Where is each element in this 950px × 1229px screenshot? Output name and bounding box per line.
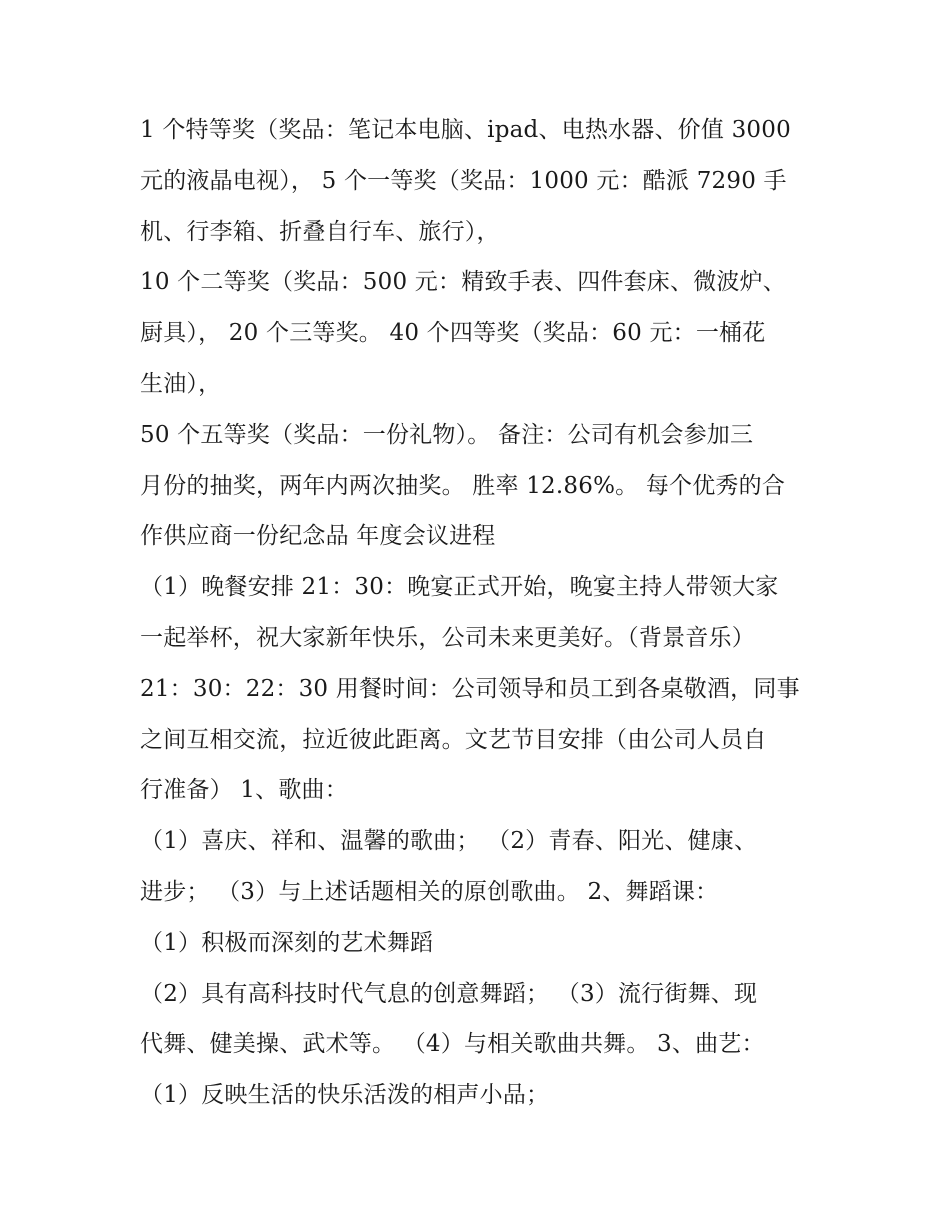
text-line: （1）喜庆、祥和、温馨的歌曲； （2）青春、阳光、健康、 [140, 828, 758, 855]
text-line: 行准备） 1、歌曲： [140, 777, 348, 804]
text-line: （2）具有高科技时代气息的创意舞蹈； （3）流行街舞、现 [140, 980, 758, 1007]
text-line: 作供应商一份纪念品 年度会议进程 [140, 523, 496, 550]
paragraph-prizes-top [140, 105, 820, 257]
paragraph-songs [140, 816, 820, 918]
text-line: 元的液晶电视）， 5 个一等奖（奖品：1000 元：酷派 7290 手 [140, 167, 787, 194]
text-line: 50 个五等奖（奖品：一份礼物）。 备注：公司有机会参加三 [140, 421, 754, 448]
text-line: （1）反映生活的快乐活泼的相声小品； [140, 1082, 550, 1109]
text-line: （1）晚餐安排 21：30：晚宴正式开始，晚宴主持人带领大家 [140, 574, 779, 601]
paragraph-dance-2 [140, 969, 820, 1071]
text-line: 机、行李箱、折叠自行车、旅行）， [140, 218, 500, 245]
text-line: 21：30：22：30 用餐时间：公司领导和员工到各桌敬酒，同事 [140, 675, 800, 702]
text-line: 一起举杯，祝大家新年快乐，公司未来更美好。（背景音乐） [140, 624, 755, 651]
text-line: 之间互相交流，拉近彼此距离。文艺节目安排（由公司人员自 [140, 726, 767, 753]
paragraph-prizes-notes [140, 410, 820, 562]
text-line: 1 个特等奖（奖品：笔记本电脑、ipad、电热水器、价值 3000 [140, 117, 791, 143]
text-line: 月份的抽奖，两年内两次抽奖。 胜率 12.86%。 每个优秀的合 [140, 472, 786, 499]
text-line: 厨具）， 20 个三等奖。 40 个四等奖（奖品：60 元：一桶花 [140, 320, 766, 347]
document-body [140, 105, 820, 1121]
paragraph-quyi [140, 1070, 820, 1121]
paragraph-dance-1 [140, 918, 820, 969]
text-line: 进步； （3）与上述话题相关的原创歌曲。 2、舞蹈课： [140, 878, 719, 905]
paragraph-prizes-middle [140, 257, 820, 409]
text-line: （1）积极而深刻的艺术舞蹈 [140, 929, 434, 956]
text-line: 10 个二等奖（奖品：500 元：精致手表、四件套床、微波炉、 [140, 269, 786, 296]
text-line: 代舞、健美操、武术等。 （4）与相关歌曲共舞。 3、曲艺： [140, 1031, 765, 1058]
text-line: 生油）， [140, 370, 222, 397]
paragraph-dinner-schedule [140, 562, 820, 816]
